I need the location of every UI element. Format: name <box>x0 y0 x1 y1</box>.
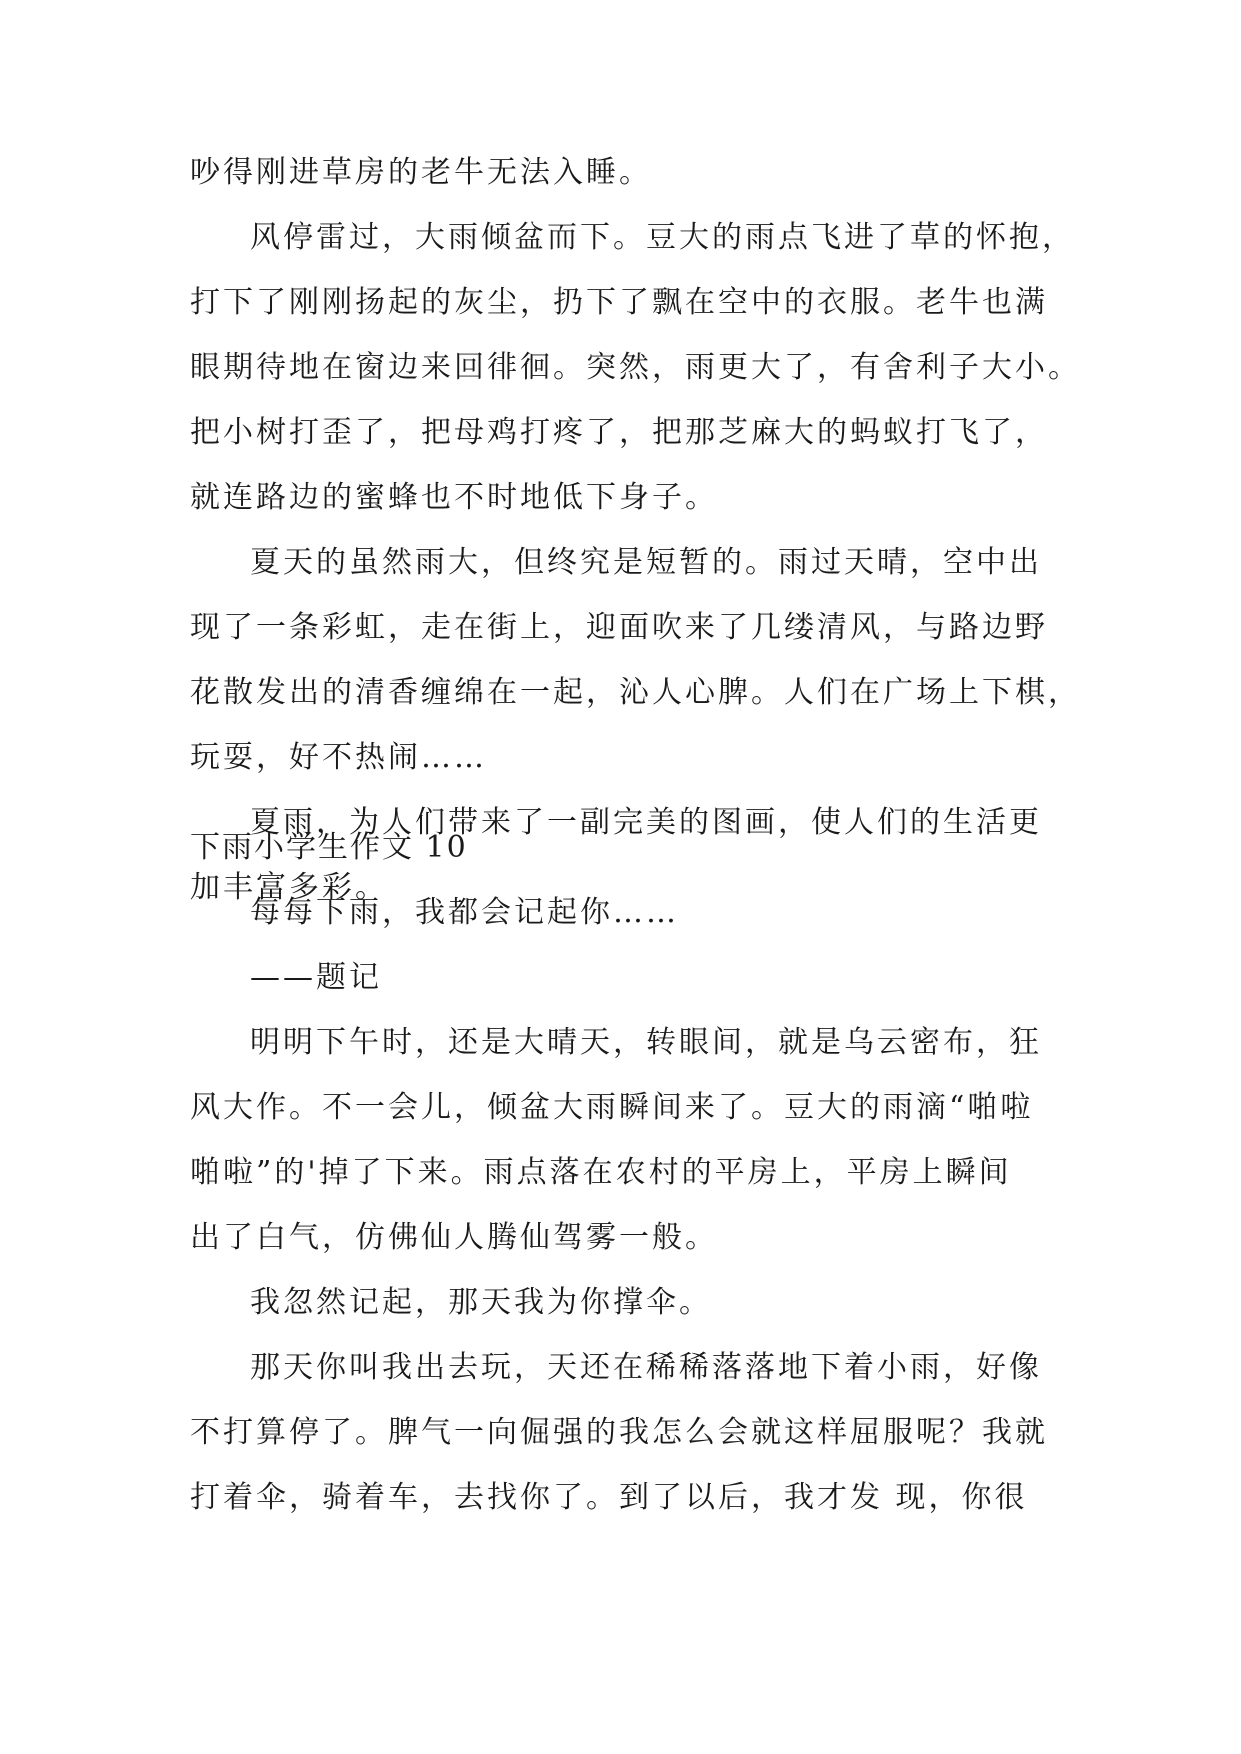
text-line: 现了一条彩虹，走在街上，迎面吹来了几缕清风，与路边野 <box>190 610 1048 645</box>
paragraph-line: 风停雷过，大雨倾盆而下。豆大的雨点飞进了草的怀抱， <box>250 220 1075 255</box>
text-line: 风大作。不一会儿，倾盆大雨瞬间来了。豆大的雨滴“啪啦 <box>190 1090 1034 1125</box>
text-line: 打下了刚刚扬起的灰尘，扔下了飘在空中的衣服。老牛也满 <box>190 285 1048 320</box>
text-line: 玩耍，好不热闹…… <box>190 740 487 775</box>
text-line: 加丰富多彩。 <box>190 870 388 905</box>
section-b <box>190 815 1070 1530</box>
text-line: 把小树打歪了，把母鸡打疼了，把那芝麻大的蚂蚁打飞了， <box>190 415 1048 450</box>
text-line: 就连路边的蜜蜂也不时地低下身子。 <box>190 480 718 515</box>
text-line: 出了白气，仿佛仙人腾仙驾雾一般。 <box>190 1220 718 1255</box>
essay-title: 下雨小学生作文 10 <box>190 830 468 865</box>
text-line: 不打算停了。脾气一向倔强的我怎么会就这样屈服呢？我就 <box>190 1415 1048 1450</box>
epigraph-line: 每每下雨，我都会记起你…… <box>250 895 679 930</box>
text-line: 吵得刚进草房的老牛无法入睡。 <box>190 155 652 190</box>
epigraph-attribution: ——题记 <box>250 960 382 995</box>
text-line: 啪啦”的'掉了下来。雨点落在农村的平房上，平房上瞬间 <box>190 1155 1012 1190</box>
section-a-text <box>190 140 1081 920</box>
paragraph-line: 我忽然记起，那天我为你撑伞。 <box>250 1285 712 1320</box>
paragraph-line: 夏天的虽然雨大，但终究是短暂的。雨过天晴，空中出 <box>250 545 1042 580</box>
text-line: 眼期待地在窗边来回徘徊。突然，雨更大了，有舍利子大小。 <box>190 350 1081 385</box>
paragraph-line: 夏雨，为人们带来了一副完美的图画，使人们的生活更 <box>250 805 1042 840</box>
paragraph-line: 那天你叫我出去玩，天还在稀稀落落地下着小雨，好像 <box>250 1350 1042 1385</box>
text-line: 打着伞，骑着车，去找你了。到了以后，我才发 现，你很 <box>190 1480 1028 1515</box>
text-line: 花散发出的清香缠绵在一起，沁人心脾。人们在广场上下棋， <box>190 675 1081 710</box>
paragraph-line: 明明下午时，还是大晴天，转眼间，就是乌云密布，狂 <box>250 1025 1042 1060</box>
